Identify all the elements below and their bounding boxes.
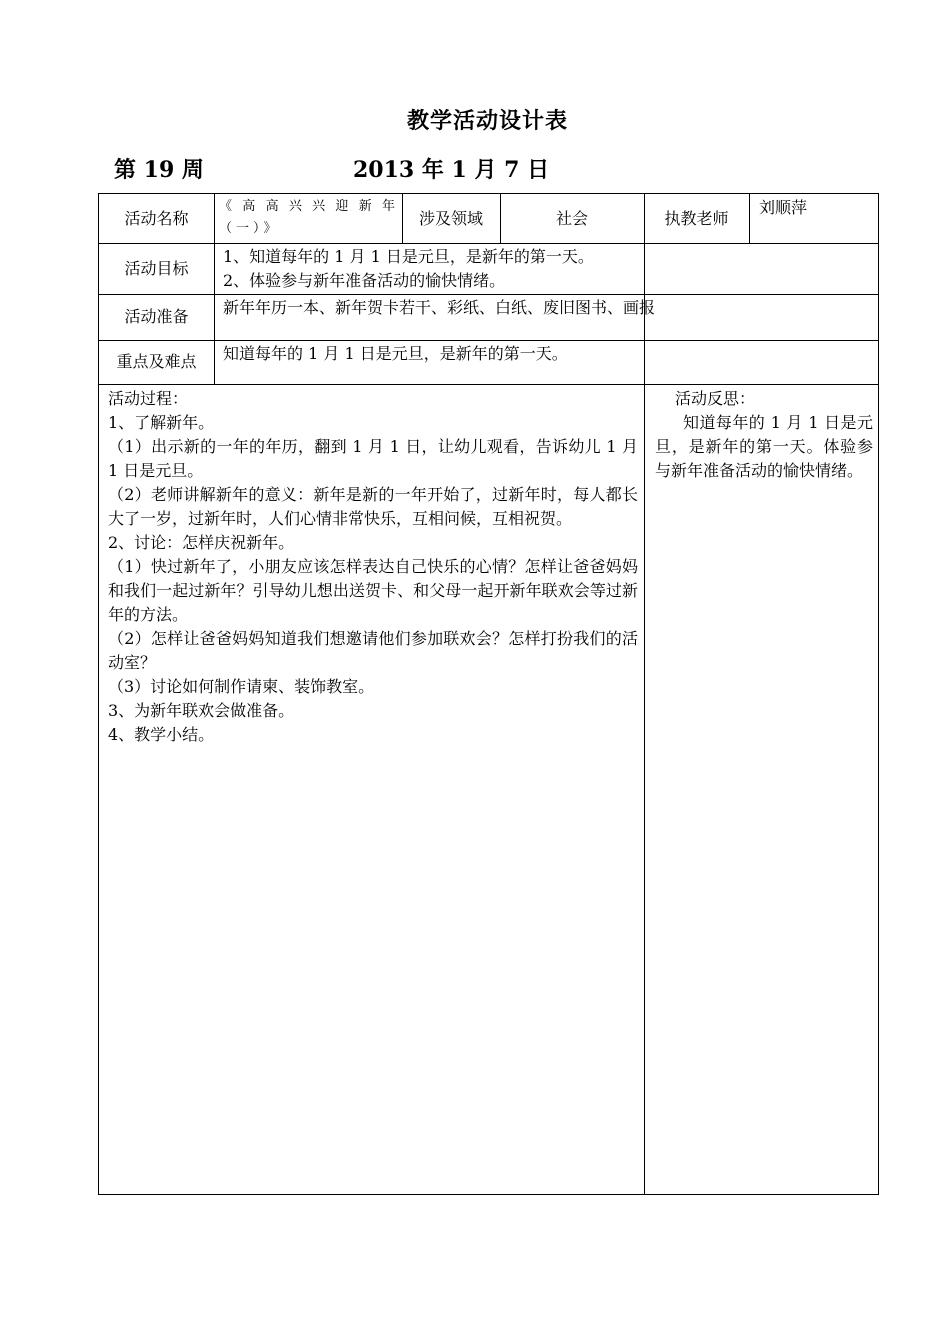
activity-name-value: 《高高兴兴迎新年（一）》 — [219, 199, 399, 236]
teacher-label: 执教老师 — [664, 208, 729, 228]
process-line: 3、为新年联欢会做准备。 — [108, 701, 295, 720]
process-line: （1）快过新年了，小朋友应该怎样表达自己快乐的心情？怎样让爸爸妈妈和我们一起过新年？引导幼儿想出送贺卡、和父母一起开新年联欢会等过新年的方法。 — [108, 557, 638, 624]
reflection-text: 知道每年的 1 月 1 日是元旦，是新年的第一天。体验参与新年准备活动的愉快情绪。 — [655, 413, 873, 480]
row-divider — [99, 243, 878, 244]
process-heading: 活动过程： — [108, 389, 189, 408]
domain-label: 涉及领域 — [418, 208, 483, 228]
row-divider — [99, 294, 878, 295]
process-line: （1）出示新的一年的年历，翻到 1 月 1 日，让幼儿观看，告诉幼儿 1 月 1 日是元旦。 — [108, 437, 638, 480]
key-points-label: 重点及难点 — [116, 352, 197, 371]
domain-value: 社会 — [555, 208, 588, 228]
process-line: （2）老师讲解新年的意义：新年是新的一年开始了，过新年时，每人都长大了一岁，过新年时，人们心情非常快乐，互相问候，互相祝贺。 — [108, 485, 638, 528]
process-line: （2）怎样让爸爸妈妈知道我们想邀请他们参加联欢会？怎样打扮我们的活动室？ — [108, 629, 638, 672]
goal-content — [223, 245, 873, 293]
reflection-heading: 活动反思： — [675, 389, 756, 408]
lesson-date: 2013 年 1 月 7 日 — [353, 157, 550, 183]
row-divider — [99, 384, 878, 385]
activity-name-label: 活动名称 — [124, 208, 189, 228]
key-points-content: 知道每年的 1 月 1 日是元旦，是新年的第一天。 — [223, 344, 568, 363]
process-section — [108, 387, 638, 747]
row-divider — [99, 340, 878, 341]
lesson-plan-table — [98, 193, 879, 1195]
process-line: 4、教学小结。 — [108, 725, 215, 744]
week-number: 第 19 周 — [114, 157, 204, 183]
process-line: 1、了解新年。 — [108, 413, 215, 432]
teacher-value: 刘顺萍 — [759, 198, 808, 217]
goal-line: 1、知道每年的 1 月 1 日是元旦，是新年的第一天。 — [223, 247, 594, 266]
process-line: （3）讨论如何制作请柬、装饰教室。 — [108, 677, 375, 696]
document-title: 教学活动设计表 — [406, 108, 568, 134]
prep-label: 活动准备 — [124, 307, 189, 326]
column-divider — [749, 194, 750, 243]
process-line: 2、讨论：怎样庆祝新年。 — [108, 533, 295, 552]
reflection-section — [655, 387, 873, 483]
prep-content: 新年年历一本、新年贺卡若干、彩纸、白纸、废旧图书、画报 — [223, 298, 656, 317]
column-divider — [214, 194, 215, 384]
goal-label: 活动目标 — [124, 258, 189, 278]
goal-line: 2、体验参与新年准备活动的愉快情绪。 — [223, 271, 506, 290]
